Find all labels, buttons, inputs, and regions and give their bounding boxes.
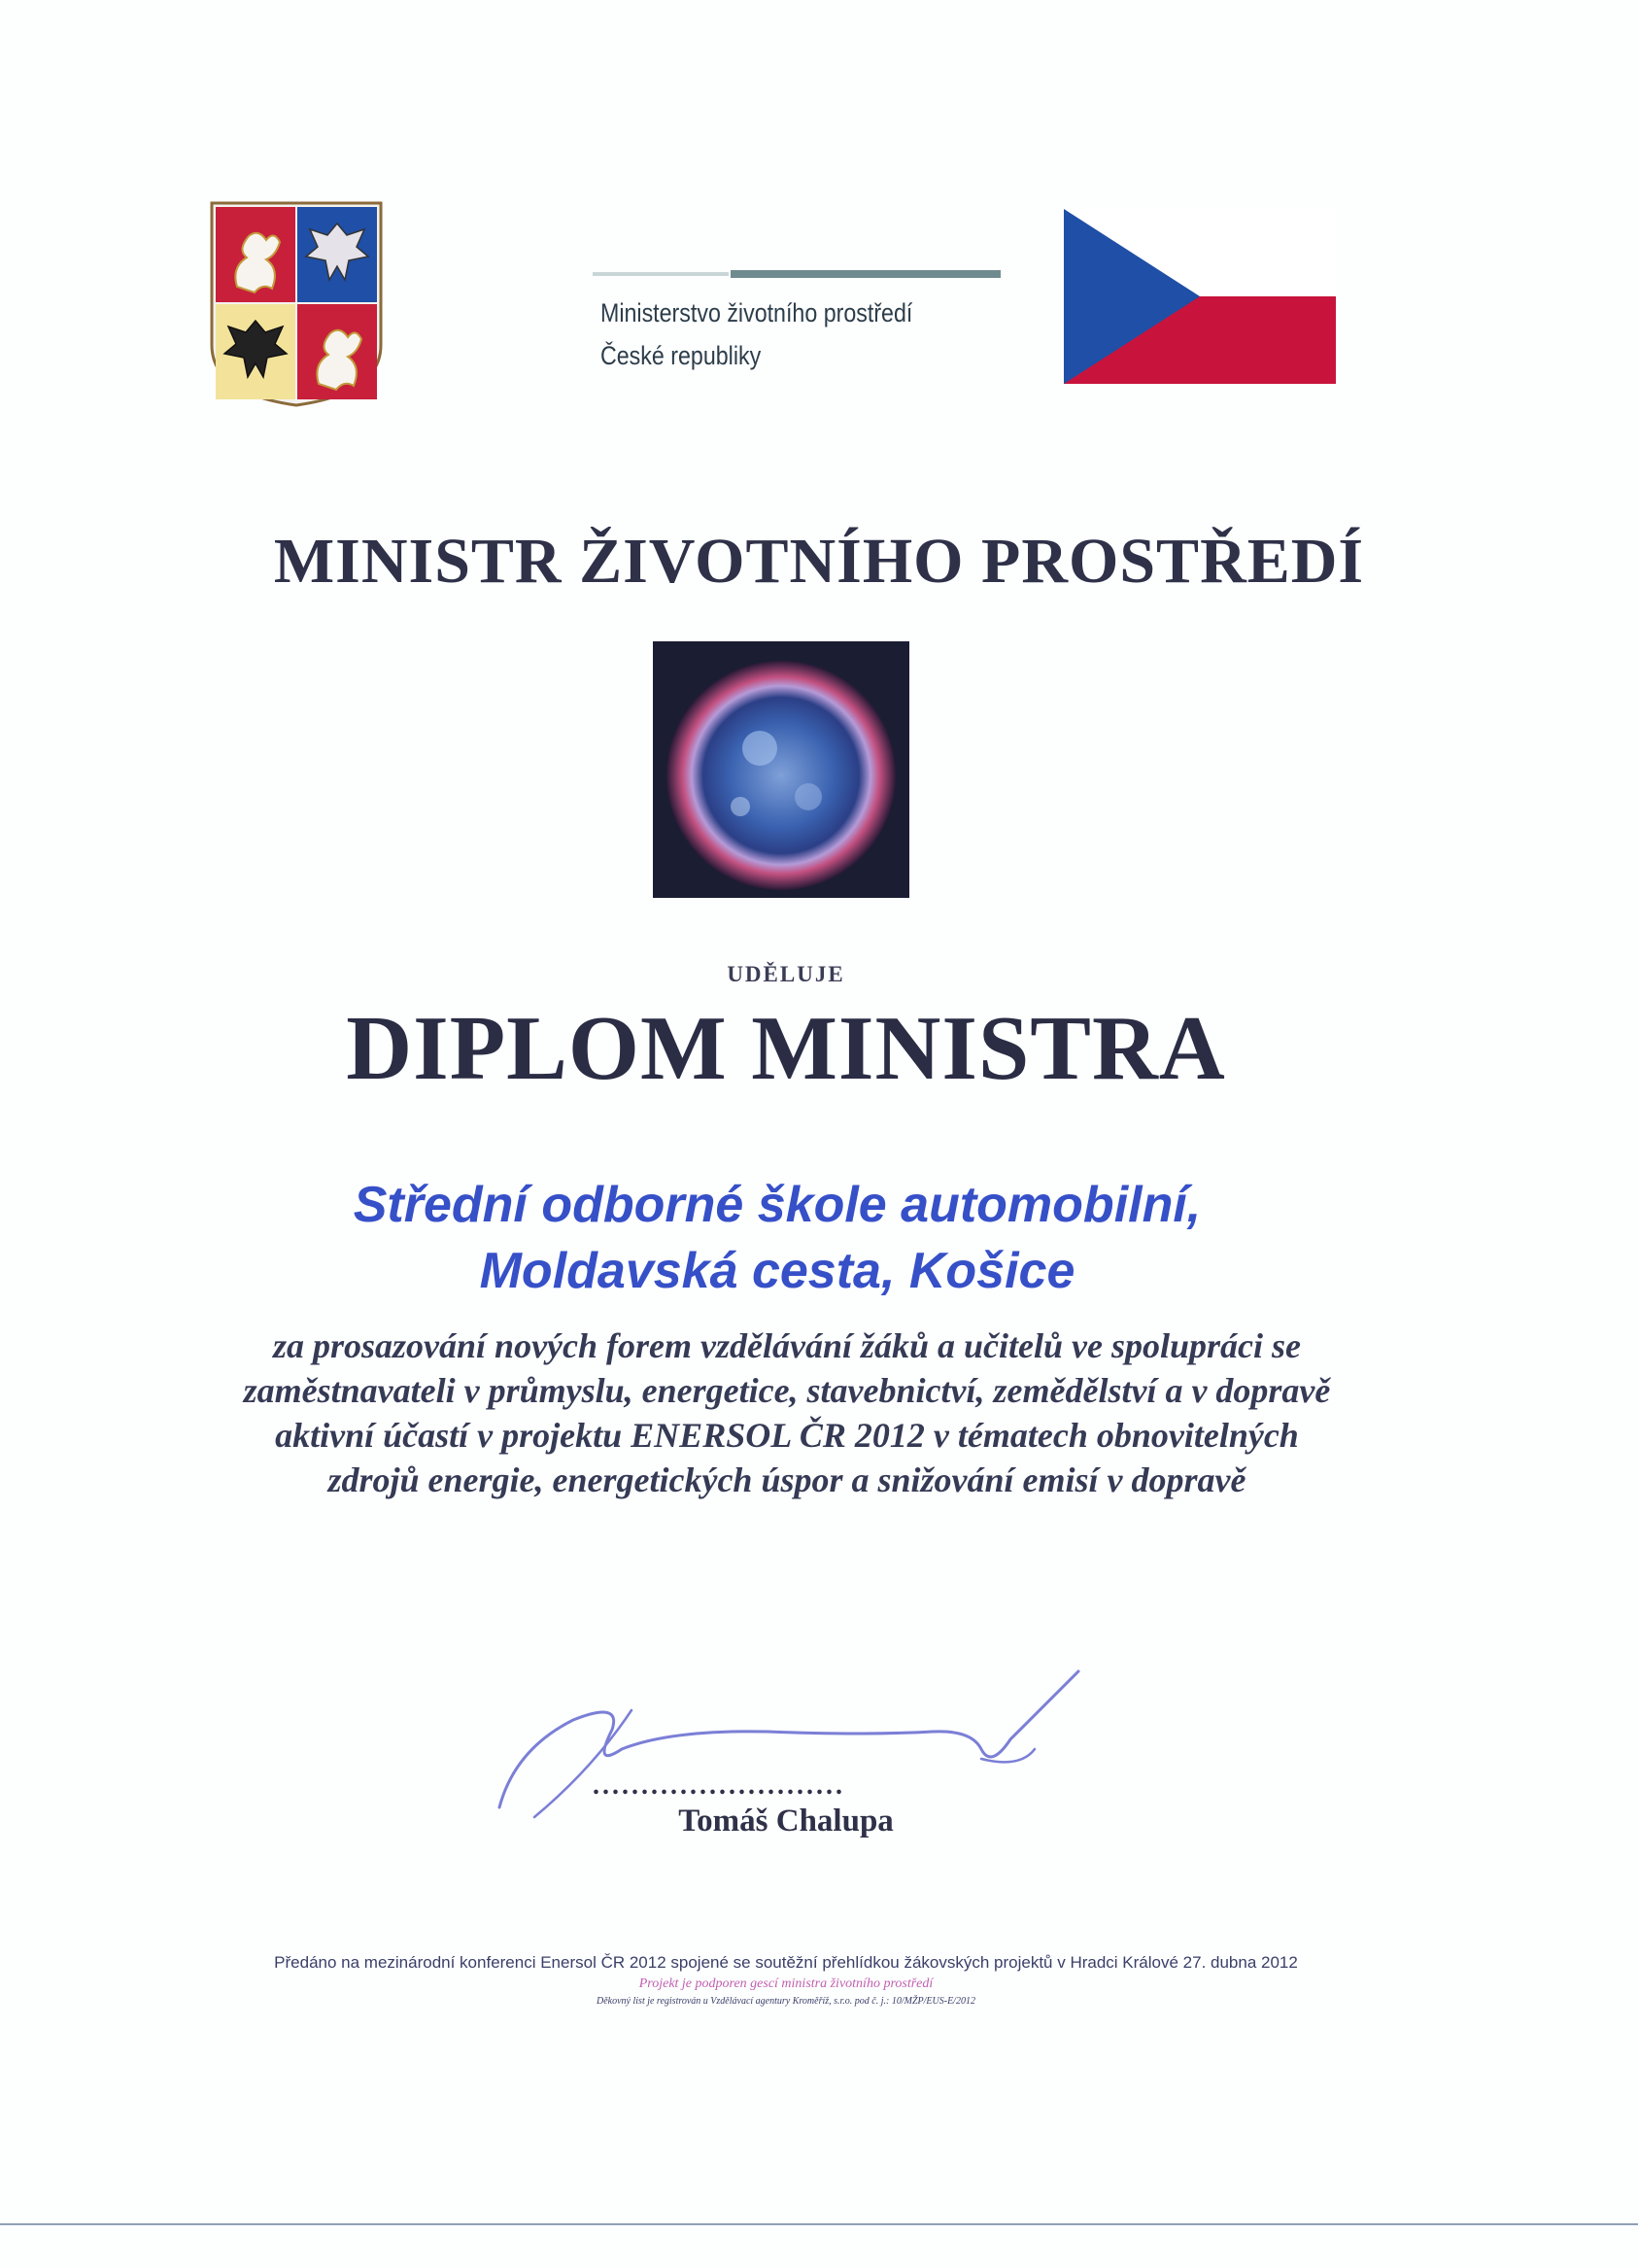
minister-title: MINISTR ŽIVOTNÍHO PROSTŘEDÍ <box>273 526 1365 597</box>
awards-label: UDĚLUJE <box>727 962 845 986</box>
ministry-name <box>600 292 951 377</box>
ministry-name-line-2: České republiky <box>600 341 762 370</box>
czech-coat-of-arms-icon <box>208 199 385 408</box>
diploma-title: DIPLOM MINISTRA <box>346 998 1226 1099</box>
ministry-logo-bar <box>731 270 1001 278</box>
reason-line: zaměstnavateli v průmyslu, energetice, stavebnictví, zemědělství a v dopravě <box>243 1371 1331 1410</box>
footer-presentation-note: Předáno na mezinárodní konferenci Enersol ČR 2012 spojené se soutěžní přehlídkou žákovských projektů v Hradci Králové 27. dubna 2012 <box>274 1953 1298 1972</box>
ministry-logo-bar-light <box>593 272 729 276</box>
recipient-line-1: Střední odborné škole automobilní, <box>353 1177 1202 1233</box>
signer-name: Tomáš Chalupa <box>678 1804 894 1838</box>
reason-line: aktivní účastí v projektu ENERSOL ČR 2012 v tématech obnovitelných <box>275 1416 1299 1455</box>
footer-registration-note: Děkovný list je registrován u Vzdělávací agentury Kroměříž, s.r.o. pod č. j.: 10/MŽP/EUS-E/2012 <box>597 1996 975 2007</box>
ministry-logo <box>447 262 1010 389</box>
sun-image-icon <box>653 641 909 898</box>
reason-line: za prosazování nových forem vzdělávání žáků a učitelů ve spolupráci se <box>273 1326 1301 1365</box>
czech-flag-icon <box>1064 209 1336 384</box>
footer-project-note: Projekt je podporen gescí ministra životního prostředí <box>638 1976 934 1991</box>
recipient-line-2: Moldavská cesta, Košice <box>479 1243 1075 1299</box>
reason-line: zdrojů energie, energetických úspor a snižování emisí v dopravě <box>327 1460 1246 1499</box>
award-reason <box>155 1323 1418 1502</box>
signature-line: .......................... <box>593 1770 845 1801</box>
recipient-name <box>0 1172 1554 1304</box>
bottom-divider <box>0 2223 1638 2225</box>
ministry-name-line-1: Ministerstvo životního prostředí <box>600 298 913 327</box>
